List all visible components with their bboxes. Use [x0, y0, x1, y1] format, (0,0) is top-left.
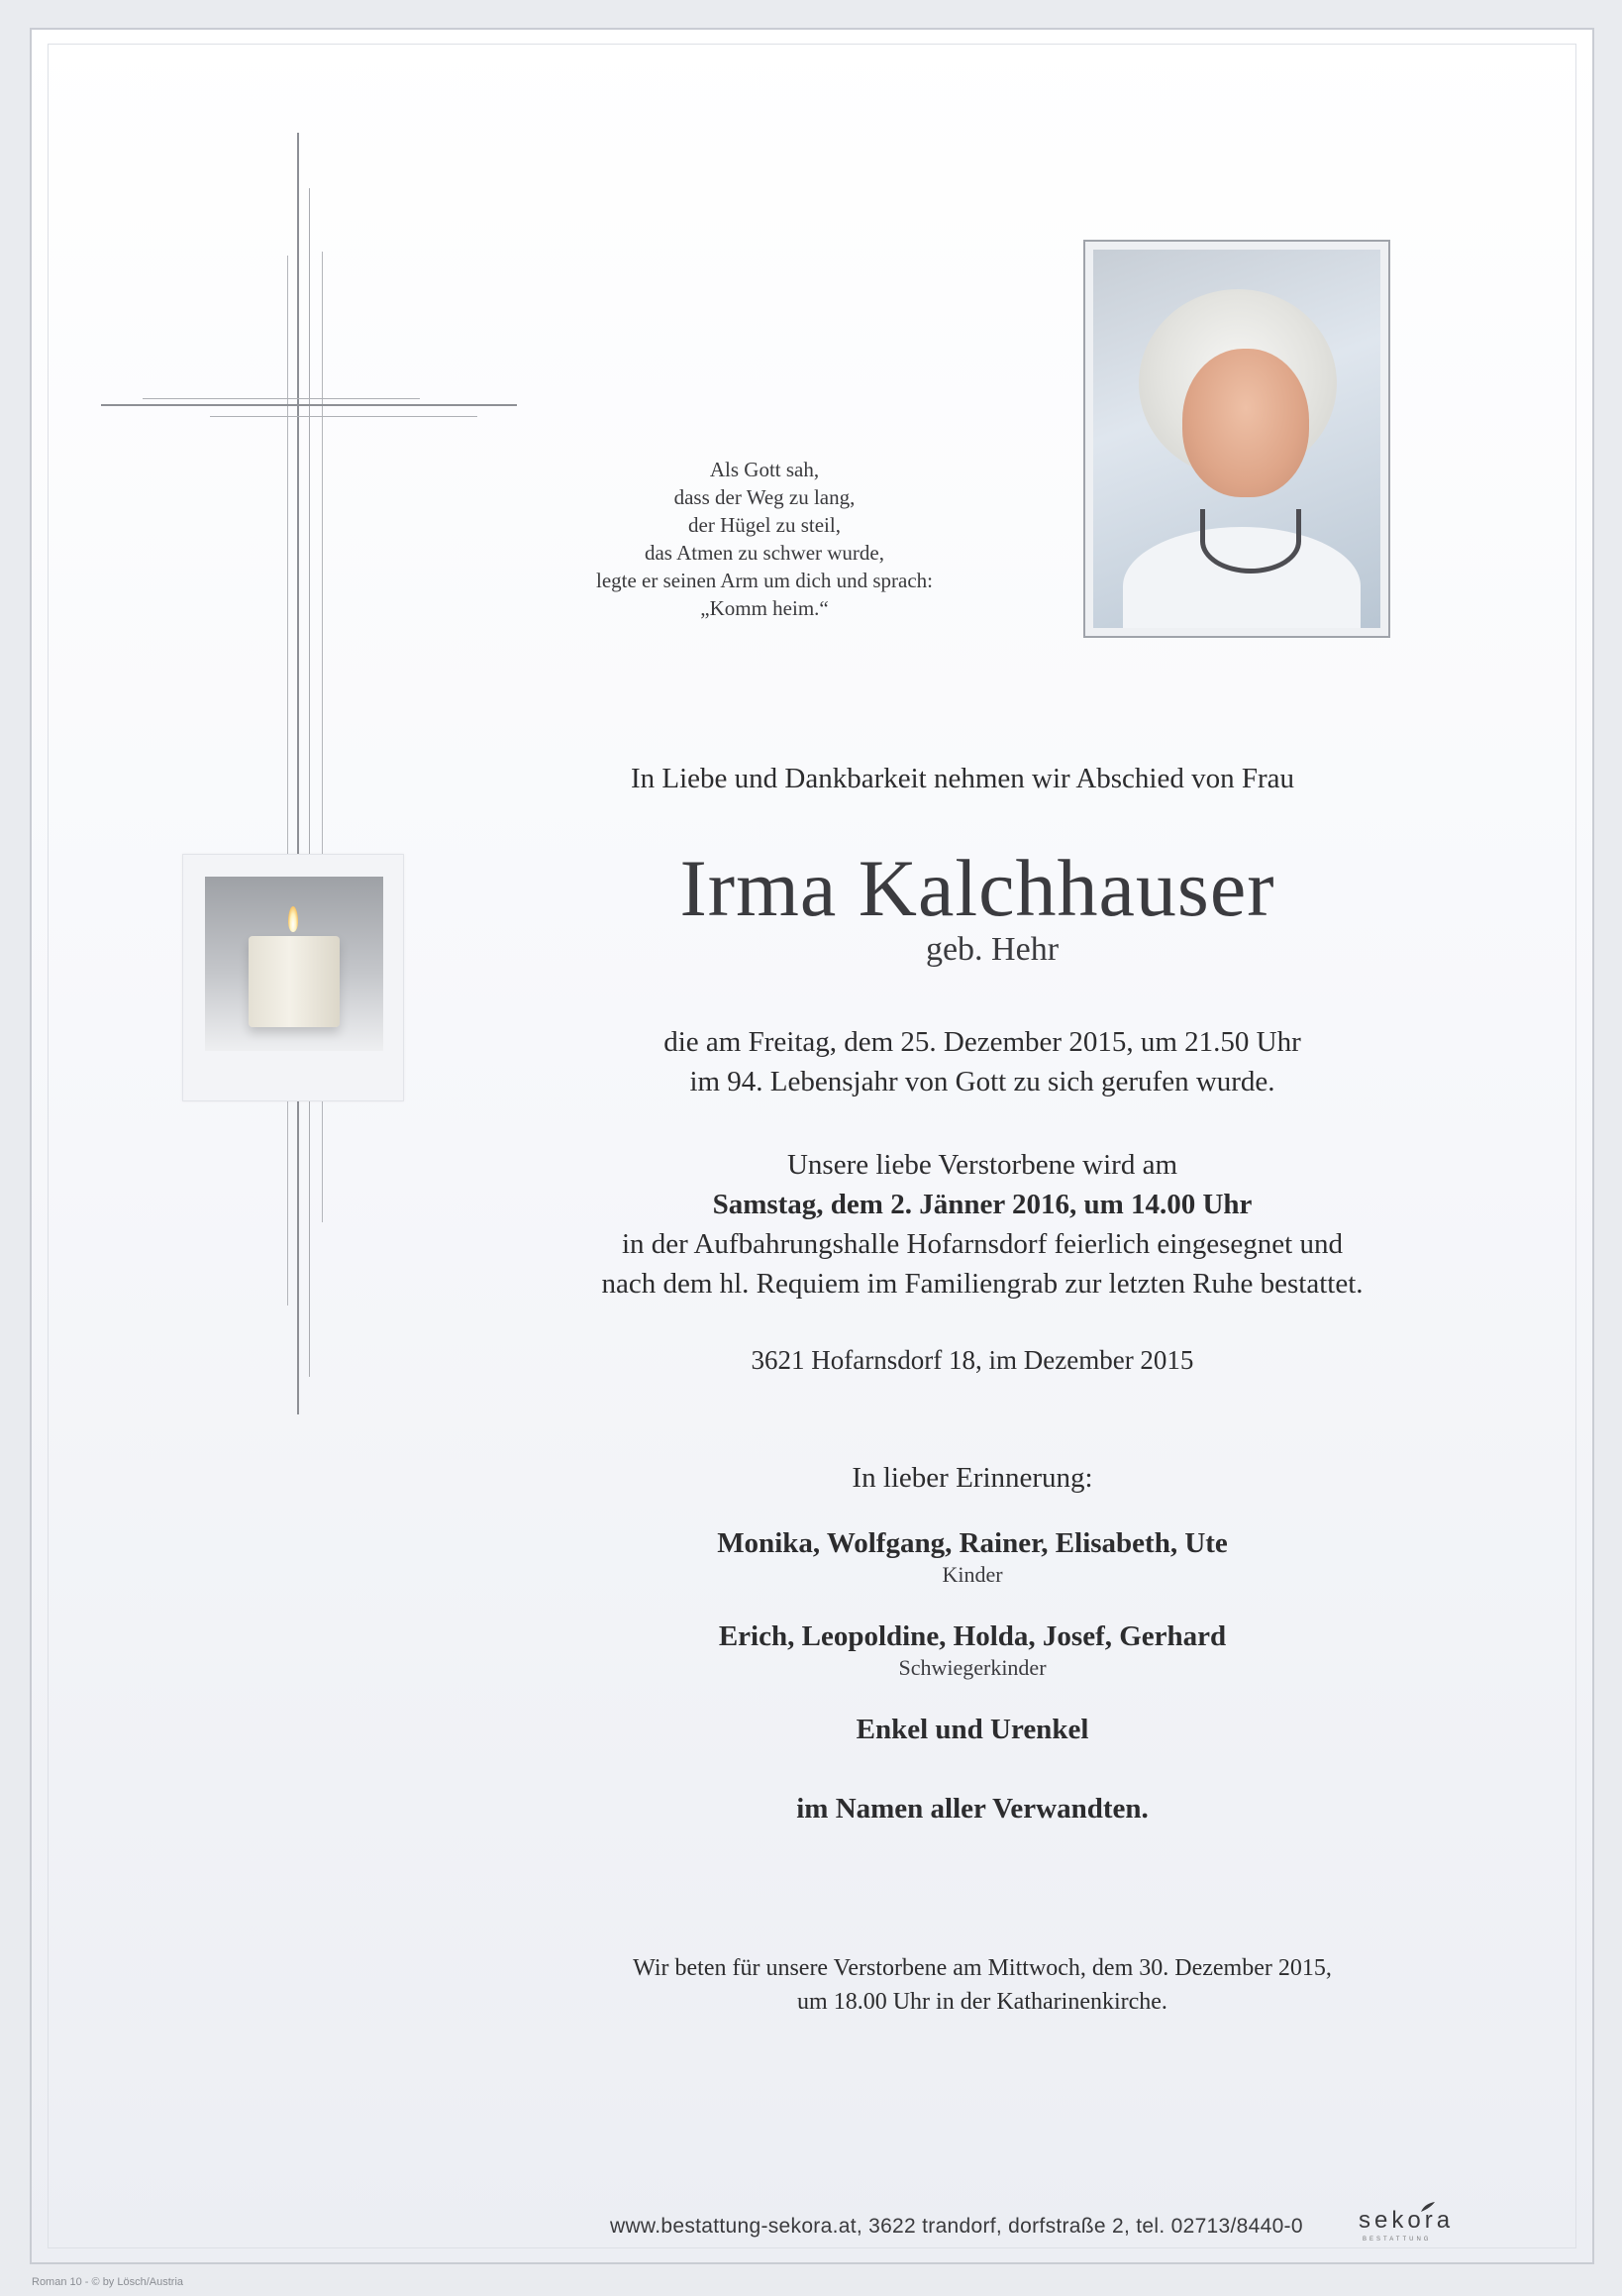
cross-vertical-line [309, 188, 310, 1377]
candle-flame-icon [288, 906, 298, 932]
family-relation: Schwiegerkinder [898, 1655, 1047, 1680]
cross-vertical-line [287, 256, 288, 1305]
cross-vertical-line [297, 133, 299, 1414]
obituary-page [30, 28, 1594, 2264]
portrait-frame [1083, 240, 1390, 638]
family-group [487, 1620, 1458, 1681]
poem-line: „Komm heim.“ [700, 596, 829, 620]
death-line: die am Freitag, dem 25. Dezember 2015, um 21.50 Uhr [663, 1026, 1301, 1058]
deceased-name: Irma Kalchhauser [679, 843, 1275, 933]
footer-contact: www.bestattung-sekora.at, 3622 trandorf, dorfstraße 2, tel. 02713/8440-0 [610, 2215, 1303, 2238]
prayer-notice [448, 1951, 1517, 2019]
imprint: Roman 10 - © by Lösch/Austria [32, 2276, 184, 2288]
family-names: Monika, Wolfgang, Rainer, Elisabeth, Ute [717, 1527, 1228, 1559]
funeral-line: nach dem hl. Requiem im Familiengrab zur letzten Ruhe bestattet. [601, 1268, 1364, 1300]
poem [507, 456, 1022, 622]
funeral-notice [448, 1145, 1517, 1304]
place-date: 3621 Hofarnsdorf 18, im Dezember 2015 [751, 1345, 1194, 1375]
portrait-necklace [1200, 509, 1301, 574]
cross-horizontal-line [101, 404, 517, 406]
candle-icon [249, 936, 340, 1027]
birth-name: geb. Hehr [925, 931, 1060, 968]
death-line: im 94. Lebensjahr von Gott zu sich gerufen wurde. [689, 1066, 1275, 1097]
relatives-line: im Namen aller Verwandten. [796, 1793, 1149, 1825]
prayer-line: Wir beten für unsere Verstorbene am Mittwoch, dem 30. Dezember 2015, [633, 1955, 1332, 1981]
logo-subtitle: BESTATTUNG [1363, 2237, 1432, 2243]
death-notice [448, 1022, 1517, 1101]
funeral-date: Samstag, dem 2. Jänner 2016, um 14.00 Uhr [712, 1189, 1253, 1220]
portrait-photo [1093, 250, 1380, 628]
cross-horizontal-line [143, 398, 420, 399]
poem-line: legte er seinen Arm um dich und sprach: [596, 569, 933, 592]
sekora-logo: sekora [1359, 2207, 1455, 2234]
prayer-line: um 18.00 Uhr in der Katharinenkirche. [797, 1989, 1167, 2015]
cross-horizontal-line [210, 416, 477, 417]
portrait-face [1182, 349, 1309, 497]
intro-text: In Liebe und Dankbarkeit nehmen wir Abschied von Frau [630, 763, 1295, 794]
candle-image-card [182, 854, 404, 1101]
funeral-line: in der Aufbahrungshalle Hofarnsdorf feierlich eingesegnet und [622, 1228, 1343, 1260]
family-relation: Kinder [942, 1562, 1003, 1587]
funeral-line: Unsere liebe Verstorbene wird am [786, 1149, 1178, 1181]
poem-line: dass der Weg zu lang, [673, 485, 856, 509]
remembrance-heading: In lieber Erinnerung: [852, 1462, 1093, 1494]
family-group [487, 1527, 1458, 1588]
grandchildren: Enkel und Urenkel [856, 1714, 1089, 1745]
candle-photo [205, 877, 383, 1051]
poem-line: Als Gott sah, [709, 458, 820, 481]
poem-line: das Atmen zu schwer wurde, [644, 541, 884, 565]
poem-line: der Hügel zu steil, [688, 513, 841, 537]
family-names: Erich, Leopoldine, Holda, Josef, Gerhard [718, 1620, 1227, 1652]
leaf-icon [1420, 2201, 1436, 2213]
